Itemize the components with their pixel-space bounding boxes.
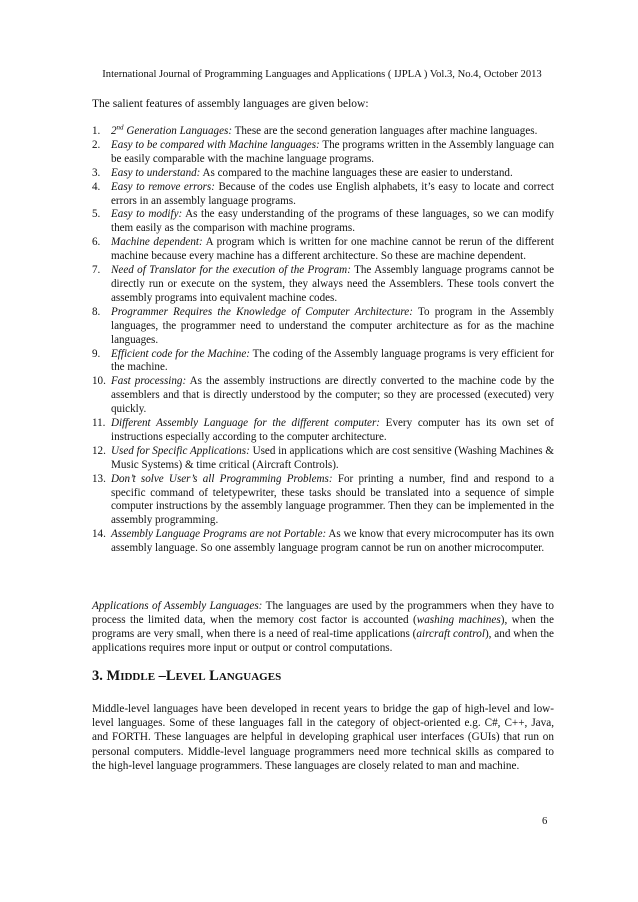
list-item: 11. Different Assembly Language for the different computer: Every computer has its own set of instructions especially according to the computer architecture.: [92, 417, 554, 443]
list-item: 2. Easy to be compared with Machine languages: The programs written in the Assembly language can be easily comparable with the machine language programs.: [92, 138, 554, 165]
item-text: Every computer has its own set of instructions especially according to the computer architecture.: [111, 417, 554, 443]
item-text: As the assembly instructions are directly converted to the machine code by the assemblers and that is directly understood by the computer; so they are processed (executed) very quickly.: [111, 375, 554, 416]
intro-sentence: The salient features of assembly languages are given below:: [92, 98, 369, 110]
item-term: Assembly Language Programs are not Portable:: [111, 528, 327, 541]
item-term: 2nd Generation Languages:: [111, 123, 233, 137]
item-term: Easy to understand:: [111, 166, 201, 179]
list-item: 8. Programmer Requires the Knowledge of Computer Architecture: To program in the Assembly languages, the programmer need to understand the computer architecture as for as the machine languages.: [92, 305, 554, 346]
item-term: Need of Translator for the execution of the Program:: [111, 264, 351, 277]
item-text: As we know that every microcomputer has its own assembly language. So one assembly language program cannot be run on another microcomputer.: [111, 528, 554, 555]
item-term: Efficient code for the Machine:: [111, 347, 250, 360]
list-item: 9. Efficient code for the Machine: The coding of the Assembly language programs is very efficient for the machine.: [92, 347, 555, 374]
item-text: For printing a number, find and respond to a specific command of teletypewriter, these tasks should be translated into a sequence of simple computer instructions by the assembly language programmer. Then they can be implemented in the assembly programming.: [111, 472, 554, 527]
list-item: 10. Fast processing: As the assembly instructions are directly converted to the machine code by the assemblers and that is directly understood by the computer; so they are processed (executed) very quickly.: [92, 375, 554, 416]
journal-header: International Journal of Programming Languages and Applications ( IJPLA ) Vol.3, No.4, October 2013: [102, 69, 542, 80]
item-text: Because of the codes use English alphabets, it’s easy to locate and correct errors in an assembly language programs.: [111, 180, 554, 207]
item-text: As the easy understanding of the programs of these languages, so we can modify them easily as the comparison with machine programs.: [111, 208, 554, 235]
item-term: Machine dependent:: [111, 236, 203, 249]
item-term: Easy to modify:: [111, 208, 183, 221]
item-term: Don’t solve User’s all Programming Problems:: [111, 472, 333, 485]
features-list: [92, 125, 554, 556]
list-item: 4. Easy to remove errors: Because of the codes use English alphabets, it’s easy to locate and correct errors in an assembly language programs.: [92, 180, 554, 207]
item-text: Used in applications which are cost sensitive (Washing Machines & Music Systems) & time critical (Aircraft Controls).: [111, 444, 554, 471]
list-item: 6. Machine dependent: A program which is written for one machine cannot be rerun of the different machine because every machine has a different architecture. So these are machine dependent.: [92, 236, 554, 263]
item-term: Easy to remove errors:: [111, 180, 215, 193]
item-term: Different Assembly Language for the different computer:: [111, 417, 380, 430]
page-number: 6: [542, 816, 548, 827]
item-text: The programs written in the Assembly language can be easily comparable with the machine language programs.: [111, 138, 554, 165]
item-text: A program which is written for one machine cannot be rerun of the different machine because every machine has a different architecture. So these are machine dependent.: [111, 236, 554, 263]
item-text: These are the second generation languages after machine languages.: [232, 125, 538, 137]
item-term: Used for Specific Applications:: [111, 444, 250, 457]
section-heading: 3. MIDDLE –LEVEL LANGUAGES: [92, 668, 282, 684]
item-term: Fast processing:: [111, 375, 187, 388]
list-item: 7. Need of Translator for the execution of the Program: The Assembly language programs cannot be directly run or execute on the system, they always need the Assemblers. These tools convert the assembly programs into equivalent machine codes.: [92, 264, 555, 304]
item-text: The Assembly language programs cannot be directly run or execute on the system, they always need the Assemblers. These tools convert the assembly programs into equivalent machine codes.: [111, 264, 555, 304]
item-term: Programmer Requires the Knowledge of Computer Architecture:: [111, 305, 413, 318]
list-item: 5. Easy to modify: As the easy understanding of the programs of these languages, so we can modify them easily as the comparison with machine programs.: [92, 208, 554, 235]
item-text: The coding of the Assembly language programs is very efficient for the machine.: [111, 347, 555, 374]
item-text: To program in the Assembly languages, the programmer need to understand the computer architecture as for as the machine languages.: [111, 305, 554, 346]
list-item: 13. Don’t solve User’s all Programming Problems: For printing a number, find and respond to a specific command of teletypewriter, these tasks should be translated into a sequence of simple computer instructions by the assembly language programmer. Then they can be implemented in the assembly programming.: [92, 472, 554, 527]
list-item: 14. Assembly Language Programs are not Portable: As we know that every microcomputer has its own assembly language. So one assembly language program cannot be run on another microcomputer.: [92, 528, 554, 555]
item-text: As compared to the machine languages these are easier to understand.: [200, 166, 513, 179]
section-body-paragraph: Middle-level languages have been developed in recent years to bridge the gap of high-level and low-level languages. Some of these languages fall in the category of object-oriented e.g. C#, C++, Java, and FORTH. These languages are helpful in developing graphical user interfaces (GUIs) that run on personal computers. Middle-level language programmers need more technical skills as compared to the high-level language programmers. These languages are closely related to man and machine.: [92, 703, 554, 772]
item-term: Easy to be compared with Machine languages:: [111, 138, 320, 151]
list-item: 1. 2nd Generation Languages: These are the second generation languages after machine languages.: [92, 123, 538, 137]
list-item: 12. Used for Specific Applications: Used in applications which are cost sensitive (Washing Machines & Music Systems) & time critical (Aircraft Controls).: [92, 444, 554, 471]
applications-term: Applications of Assembly Languages:: [92, 600, 263, 612]
applications-paragraph: Applications of Assembly Languages: The languages are used by the programmers when they have to process the limited data, when the memory cost factor is accounted (washing machines), when the programs are very small, when there is a need of real-time applications (aircraft control), and when the applications requires more input or output or control computations.: [92, 600, 555, 654]
list-item: 3. Easy to understand: As compared to the machine languages these are easier to understand.: [92, 166, 513, 179]
